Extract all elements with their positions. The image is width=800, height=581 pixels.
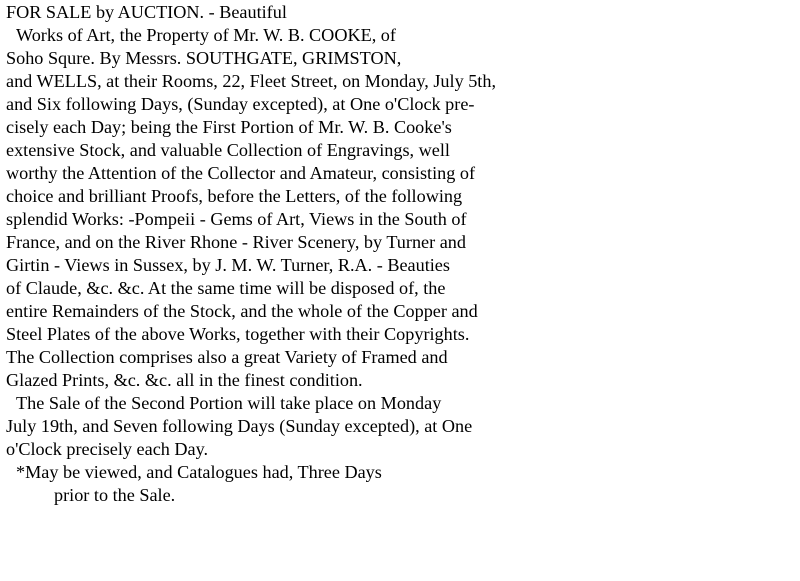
text-line: France, and on the River Rhone - River Scenery, by Turner and: [6, 232, 466, 252]
text-line: of Claude, &c. &c. At the same time will be disposed of, the: [6, 278, 446, 298]
text-line: July 19th, and Seven following Days (Sunday excepted), at One: [6, 416, 473, 436]
text-line: entire Remainders of the Stock, and the whole of the Copper and: [6, 301, 478, 321]
text-line: and WELLS, at their Rooms, 22, Fleet Street, on Monday, July 5th,: [6, 71, 496, 91]
auction-advertisement: [6, 1, 496, 507]
text-line: worthy the Attention of the Collector and Amateur, consisting of: [6, 163, 476, 183]
text-line: The Collection comprises also a great Variety of Framed and: [6, 347, 448, 367]
text-line: The Sale of the Second Portion will take place on Monday: [16, 393, 442, 413]
text-line: cisely each Day; being the First Portion of Mr. W. B. Cooke's: [6, 117, 452, 137]
text-line: extensive Stock, and valuable Collection of Engravings, well: [6, 140, 450, 160]
text-line: o'Clock precisely each Day.: [6, 439, 209, 459]
text-line: and Six following Days, (Sunday excepted), at One o'Clock pre-: [6, 94, 475, 114]
viewing-note-line: prior to the Sale.: [54, 485, 176, 505]
text-line: Steel Plates of the above Works, together with their Copyrights.: [6, 324, 470, 344]
text-line: Glazed Prints, &c. &c. all in the finest condition.: [6, 370, 363, 390]
text-line: splendid Works: -Pompeii - Gems of Art, Views in the South of: [6, 209, 467, 229]
text-line: Works of Art, the Property of Mr. W. B. COOKE, of: [16, 25, 396, 45]
heading-line: FOR SALE by AUCTION. - Beautiful: [6, 2, 287, 22]
viewing-note-line: *May be viewed, and Catalogues had, Three Days: [16, 462, 382, 482]
text-line: choice and brilliant Proofs, before the Letters, of the following: [6, 186, 463, 206]
text-line: Soho Squre. By Messrs. SOUTHGATE, GRIMSTON,: [6, 48, 402, 68]
text-line: Girtin - Views in Sussex, by J. M. W. Turner, R.A. - Beauties: [6, 255, 450, 275]
